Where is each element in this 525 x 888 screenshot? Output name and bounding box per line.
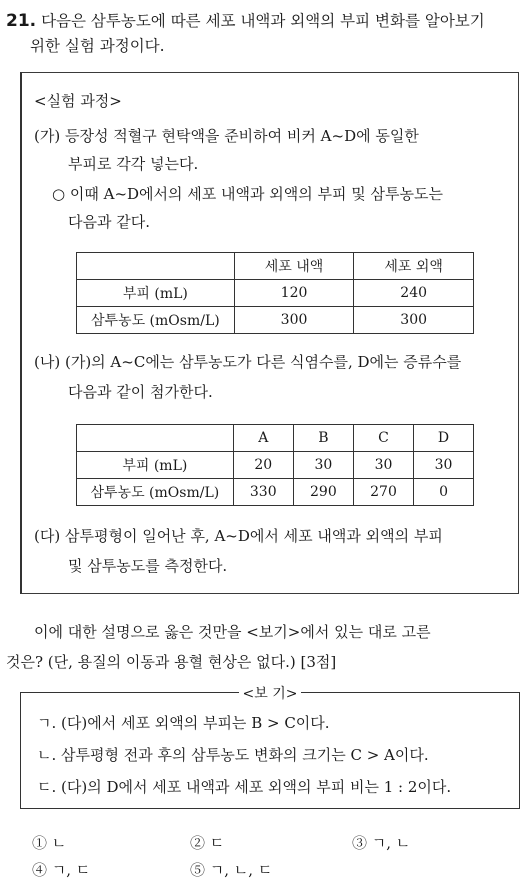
choice-5[interactable]: ⑤ ㄱ, ㄴ, ㄷ xyxy=(190,861,273,879)
bogi-item-na: ㄴ. 삼투평형 전과 후의 삼투농도 변화의 크기는 C > A이다. xyxy=(37,746,429,764)
note-bullet: ○ xyxy=(52,185,66,203)
prompt-line1: 이에 대한 설명으로 옳은 것만을 <보기>에서 있는 대로 고른 xyxy=(34,623,431,641)
table-cell: 부피 (mL) xyxy=(77,452,234,479)
step-na-line1: (가)의 A~C에는 삼투농도가 다른 식염수를, D에는 증류수를 xyxy=(64,353,462,371)
table-cell: 20 xyxy=(233,452,293,479)
table-cell: 300 xyxy=(354,307,474,334)
step-da-line2: 및 삼투농도를 측정한다. xyxy=(68,557,228,575)
table-row xyxy=(77,280,474,307)
bogi-box xyxy=(20,686,520,809)
step-ga-marker: (가) xyxy=(34,127,61,145)
table-cell: 삼투농도 (mOsm/L) xyxy=(77,479,234,506)
step-na-line2: 다음과 같이 첨가한다. xyxy=(68,383,213,401)
table-cell: 330 xyxy=(233,479,293,506)
question-text-line1: 다음은 삼투농도에 따른 세포 내액과 외액의 부피 변화를 알아보기 xyxy=(41,12,485,30)
choice-3[interactable]: ③ ㄱ, ㄴ xyxy=(352,834,411,852)
table-row xyxy=(77,479,474,506)
table-header-cell: 세포 외액 xyxy=(354,253,474,280)
table-cell: 30 xyxy=(414,452,474,479)
choice-2[interactable]: ② ㄷ xyxy=(190,834,225,852)
table-cell: 300 xyxy=(234,307,354,334)
step-ga-line1: 등장성 적혈구 현탁액을 준비하여 비커 A~D에 동일한 xyxy=(64,127,419,145)
table-header-cell: C xyxy=(353,425,413,452)
table-header-cell xyxy=(77,425,234,452)
procedure-title: <실험 과정> xyxy=(34,92,122,110)
table-cell: 0 xyxy=(414,479,474,506)
table-cell: 30 xyxy=(353,452,413,479)
step-na xyxy=(34,352,461,372)
note-line1: 이때 A~D에서의 세포 내액과 외액의 부피 및 삼투농도는 xyxy=(69,185,443,203)
step-da-marker: (다) xyxy=(34,527,61,545)
table-header-row xyxy=(77,253,474,280)
note-line2: 다음과 같다. xyxy=(68,213,150,231)
step-ga xyxy=(34,126,419,146)
table-header-cell: D xyxy=(414,425,474,452)
step-ga-line2: 부피로 각각 넣는다. xyxy=(68,155,199,173)
table-cell: 120 xyxy=(234,280,354,307)
table-cell: 부피 (mL) xyxy=(77,280,235,307)
choice-1[interactable]: ① ㄴ xyxy=(32,834,67,852)
step-na-marker: (나) xyxy=(34,353,61,371)
table-saline-addition xyxy=(76,424,474,506)
bogi-item-da: ㄷ. (다)의 D에서 세포 내액과 세포 외액의 부피 비는 1 : 2이다. xyxy=(37,778,452,796)
step-da-line1: 삼투평형이 일어난 후, A~D에서 세포 내액과 외액의 부피 xyxy=(64,527,443,545)
question-text-line2: 위한 실험 과정이다. xyxy=(30,37,165,55)
bogi-title-text: <보 기> xyxy=(239,686,302,702)
step-da xyxy=(34,526,443,546)
choice-4[interactable]: ④ ㄱ, ㄷ xyxy=(32,861,91,879)
table-cell: 30 xyxy=(293,452,353,479)
table-header-row xyxy=(77,425,474,452)
table-row xyxy=(77,307,474,334)
table-cell: 270 xyxy=(353,479,413,506)
question-stem xyxy=(6,6,518,36)
bogi-item-ga: ㄱ. (다)에서 세포 외액의 부피는 B > C이다. xyxy=(37,714,330,732)
table-cell: 290 xyxy=(293,479,353,506)
prompt-line2: 것은? (단, 용질의 이동과 용혈 현상은 없다.) [3점] xyxy=(6,653,337,671)
table-header-cell xyxy=(77,253,235,280)
table-cell: 삼투농도 (mOsm/L) xyxy=(77,307,235,334)
note xyxy=(52,184,443,204)
table-volume-osmolarity xyxy=(76,252,474,334)
question-number: 21. xyxy=(6,11,37,31)
table-row xyxy=(77,452,474,479)
question-prompt xyxy=(6,617,521,677)
table-header-cell: 세포 내액 xyxy=(234,253,354,280)
table-header-cell: B xyxy=(293,425,353,452)
bogi-title xyxy=(21,683,519,703)
table-cell: 240 xyxy=(354,280,474,307)
table-header-cell: A xyxy=(233,425,293,452)
